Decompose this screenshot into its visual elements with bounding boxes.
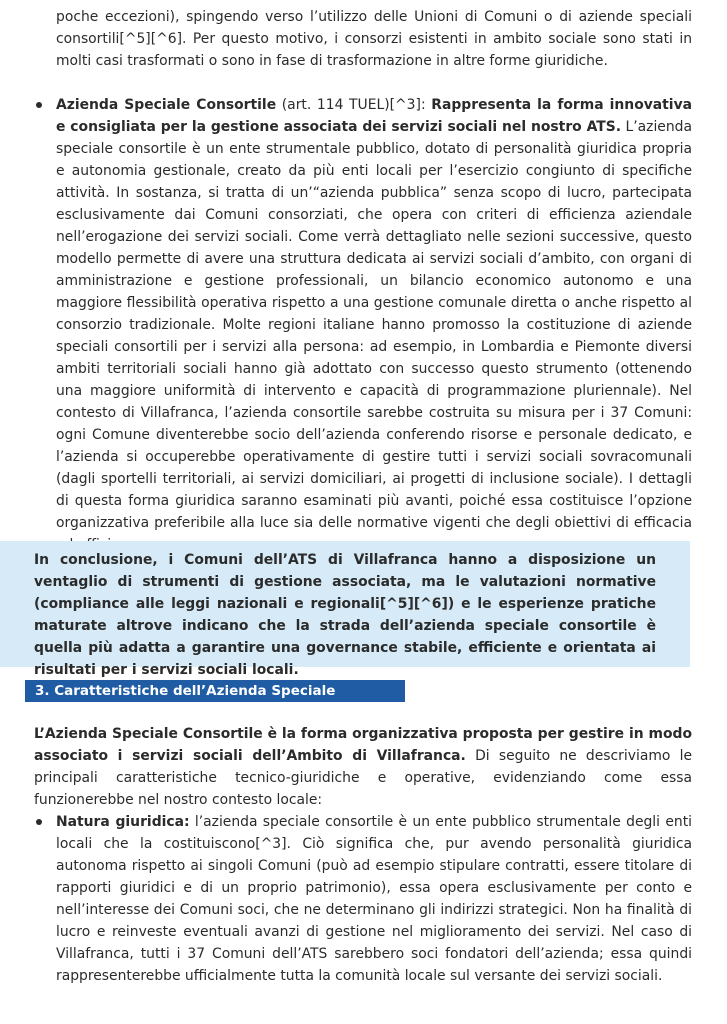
continuation-paragraph: poche eccezioni), spingendo verso l’utilizzo delle Unioni di Comuni o di aziende speciali consortili[^5][^6]. Per questo motivo, i consorzi esistenti in ambito sociale sono stati in molti casi trasformati o sono in fase di trasformazione in altre forme giuridiche. [56,9,692,69]
intro-bold: L’Azienda Speciale Consortile è la forma organizzativa proposta per gestire in modo associato i servizi sociali dell’Ambito di Villafranca. [34,726,692,764]
bullet-body: L’azienda speciale consortile è un ente strumentale pubblico, dotato di personalità giuridica propria e autonomia gestionale, creato da più enti locali per l’esercizio congiunto di specifiche attività. In sostanza, si tratta di un’“azienda pubblica” senza scopo di lucro, partecipata esclusivamente dai Comuni consorziati, che opera con criteri di efficienza aziendale nell’erogazione dei servizi sociali. Come verrà dettagliato nelle sezioni successive, questo modello permette di avere una struttura dedicata ai servizi sociali d’ambito, con organi di amministrazione e gestione professionali, un bilancio economico autonomo e una maggiore flessibilità operativa rispetto a una gestione comunale diretta o anche rispetto al consorzio tradizionale. Molte regioni italiane hanno promosso la costituzione di aziende speciali consortili per i servizi alla persona: ad esempio, in Lombardia e Piemonte diversi ambiti territoriali sociali hanno già adottato con successo questo strumento (ottenendo una maggiore uniformità di intervento e capacità di programmazione pluriennale). Nel contesto di Villafranca, l’azienda consortile sarebbe costruita su misura per i 37 Comuni: ogni Comune diventerebbe socio dell’azienda conferendo risorse e personale dedicato, e l’azienda si occuperebbe operativamente di gestire tutti i servizi sociali sovracomunali (dagli sportelli territoriali, ai servizi domiciliari, ai progetti di inclusione sociale). I dettagli di questa forma giuridica saranno esaminati più avanti, poiché essa costituisce l’opzione organizzativa preferibile alla luce sia delle normative vigenti che degli obiettivi di efficacia [56,119,692,531]
conclusion-callout [0,541,690,678]
intro-rest: Di seguito ne descriviamo le principali caratteristiche tecnico-giuridiche e operative, evidenziando come essa funzionerebbe nel nostro contesto locale: [34,748,693,808]
bullet-reference: (art. 114 TUEL)[^3]: [276,97,432,113]
callout-text: In conclusione, i Comuni dell’ATS di Villafranca hanno a disposizione un ventaglio di strumenti di gestione associata, ma le valutazioni normative (compliance alle leggi nazionali e regionali[^5][^6]) e le esperienze pratiche maturate altrove indicano che la strada dell’azienda speciale consortile è quella più adatta a garantire una governance stabile, efficiente e orientata ai risultati per i servizi sociali locali. [34,552,656,678]
intro-paragraph [34,723,692,811]
section-heading: 3. Caratteristiche dell’Azienda Speciale Consortile [25,680,405,702]
bullet-list [34,94,692,556]
bullet-title: Natura giuridica: [56,814,190,830]
bullet-title: Azienda Speciale Consortile [56,97,277,113]
bullet-list-2 [34,811,692,987]
list-item-azienda-speciale [34,94,692,556]
bullet-body: l’azienda speciale consortile è un ente pubblico strumentale degli enti locali che la costituiscono[^3]. Ciò significa che, pur avendo personalità giuridica autonoma rispetto ai singoli Comuni (può ad esempio stipulare contratti, essere titolare di rapporti giuridici e di un proprio patrimonio), essa opera esclusivamente per conto e nell’interesse dei Comuni soci, che ne determinano gli indirizzi strategici. Non ha finalità di lucro e reinveste eventuali avanzi di gestione nel miglioramento dei servizi. Nel caso di Villafranca, tutti i 37 Comuni dell’ATS sarebbero soci fondatori dell’azienda; essa quindi rappresenterebbe ufficialmente tutta la comunità locale sul versante dei servizi sociali. [56,814,692,984]
list-item-natura-giuridica [34,811,692,987]
bullet-emphasis: Rappresenta la forma innovativa e consigliata per la gestione associata dei servizi sociali nel nostro ATS. [56,97,693,135]
